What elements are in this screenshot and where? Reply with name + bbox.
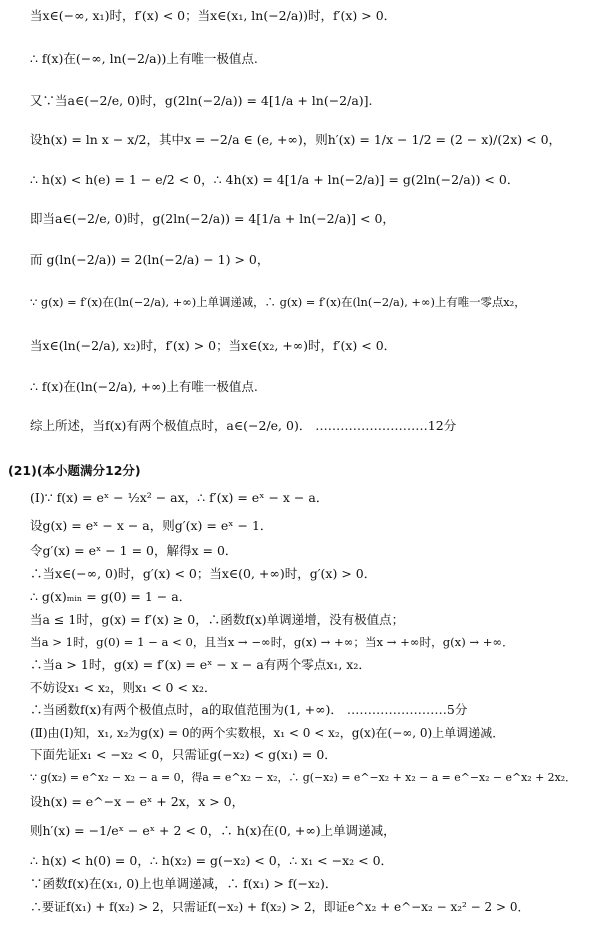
text-line-5: ∴ h(x) < h(e) = 1 − e/2 < 0，∴ 4h(x) = 4[1/a + ln(−2/a)] = g(2ln(−2/a)) < 0．: [30, 172, 520, 187]
text-line-4: 设h(x) = ln x − x/2，其中x = −2/a ∈ (e, +∞)，则h′(x) = 1/x − 1/2 = (2 − x)/(2x) < 0，: [30, 132, 562, 147]
text-line-30: ∴要证f(x₁) + f(x₂) > 2，只需证f(−x₂) + f(x₂) > 2，即证e^x₂ + e^−x₂ − x₂² − 2 > 0．: [30, 900, 530, 914]
text-line-22: ∴当函数f(x)有两个极值点时，a的取值范围为(1, +∞)． ……………………5分: [30, 702, 468, 717]
text-line-15: 令g′(x) = eˣ − 1 = 0，解得x = 0．: [30, 543, 238, 558]
text-line-1: 当x∈(−∞, x₁)时，f′(x) < 0；当x∈(x₁, ln(−2/a))时，f′(x) > 0．: [30, 8, 397, 23]
text-line-16: ∴当x∈(−∞, 0)时，g′(x) < 0；当x∈(0, +∞)时，g′(x) > 0．: [30, 566, 377, 581]
text-line-3: 又∵当a∈(−2/e, 0)时，g(2ln(−2/a)) = 4[1/a + ln(−2/a)].: [30, 93, 373, 108]
text-line-23: (Ⅱ)由(Ⅰ)知，x₁, x₂为g(x) = 0的两个实数根，x₁ < 0 < x₂，g(x)在(−∞, 0)上单调递减．: [30, 726, 505, 740]
text-line-2: ∴ f(x)在(−∞, ln(−2/a))上有唯一极值点.: [30, 51, 258, 66]
text-line-17: ∴ g(x)ₘᵢₙ = g(0) = 1 − a．: [30, 589, 192, 604]
text-line-26: 设h(x) = e^−x − eˣ + 2x，x > 0，: [30, 794, 245, 809]
text-line-10: ∴ f(x)在(ln(−2/a), +∞)上有唯一极值点.: [30, 379, 258, 394]
text-line-8: ∵ g(x) = f′(x)在(ln(−2/a), +∞)上单调递减，∴ g(x) = f′(x)在(ln(−2/a), +∞)上有唯一零点x₂，: [30, 295, 526, 309]
text-line-27: 则h′(x) = −1/eˣ − eˣ + 2 < 0，∴ h(x)在(0, +∞)上单调递减，: [30, 823, 396, 838]
section-heading-21: (21)(本小题满分12分): [8, 463, 141, 478]
text-line-7: 而 g(ln(−2/a)) = 2(ln(−2/a) − 1) > 0，: [30, 252, 270, 267]
text-line-13: (Ⅰ)∵ f(x) = eˣ − ½x² − ax，∴ f′(x) = eˣ − x − a．: [30, 490, 329, 505]
text-line-9: 当x∈(ln(−2/a), x₂)时，f′(x) > 0；当x∈(x₂, +∞)时，f′(x) < 0．: [30, 338, 397, 353]
text-line-18: 当a ≤ 1时，g(x) = f′(x) ≥ 0，∴函数f(x)单调递增，没有极值点；: [30, 612, 405, 627]
text-line-20: ∴当a > 1时，g(x) = f′(x) = eˣ − x − a有两个零点x₁, x₂．: [30, 657, 371, 672]
text-line-29: ∵函数f(x)在(x₁, 0)上也单调递减，∴ f(x₁) > f(−x₂)．: [30, 876, 338, 891]
text-line-14: 设g(x) = eˣ − x − a，则g′(x) = eˣ − 1．: [30, 518, 273, 533]
text-line-24: 下面先证x₁ < −x₂ < 0，只需证g(−x₂) < g(x₁) = 0．: [30, 747, 337, 762]
text-line-6: 即当a∈(−2/e, 0)时，g(2ln(−2/a)) = 4[1/a + ln(−2/a)] < 0，: [30, 211, 395, 226]
text-line-21: 不妨设x₁ < x₂，则x₁ < 0 < x₂．: [30, 680, 217, 695]
text-line-28: ∴ h(x) < h(0) = 0，∴ h(x₂) = g(−x₂) < 0，∴ x₁ < −x₂ < 0．: [30, 853, 394, 868]
text-line-11: 综上所述，当f(x)有两个极值点时，a∈(−2/e, 0)． ………………………12分: [30, 418, 457, 433]
text-line-19: 当a > 1时，g(0) = 1 − a < 0，且当x → −∞时，g(x) → +∞；当x → +∞时，g(x) → +∞．: [30, 635, 514, 649]
text-line-25: ∵ g(x₂) = e^x₂ − x₂ − a = 0，得a = e^x₂ − x₂，∴ g(−x₂) = e^−x₂ + x₂ − a = e^−x₂ − e^x₂ + 2x₂．: [30, 771, 576, 784]
